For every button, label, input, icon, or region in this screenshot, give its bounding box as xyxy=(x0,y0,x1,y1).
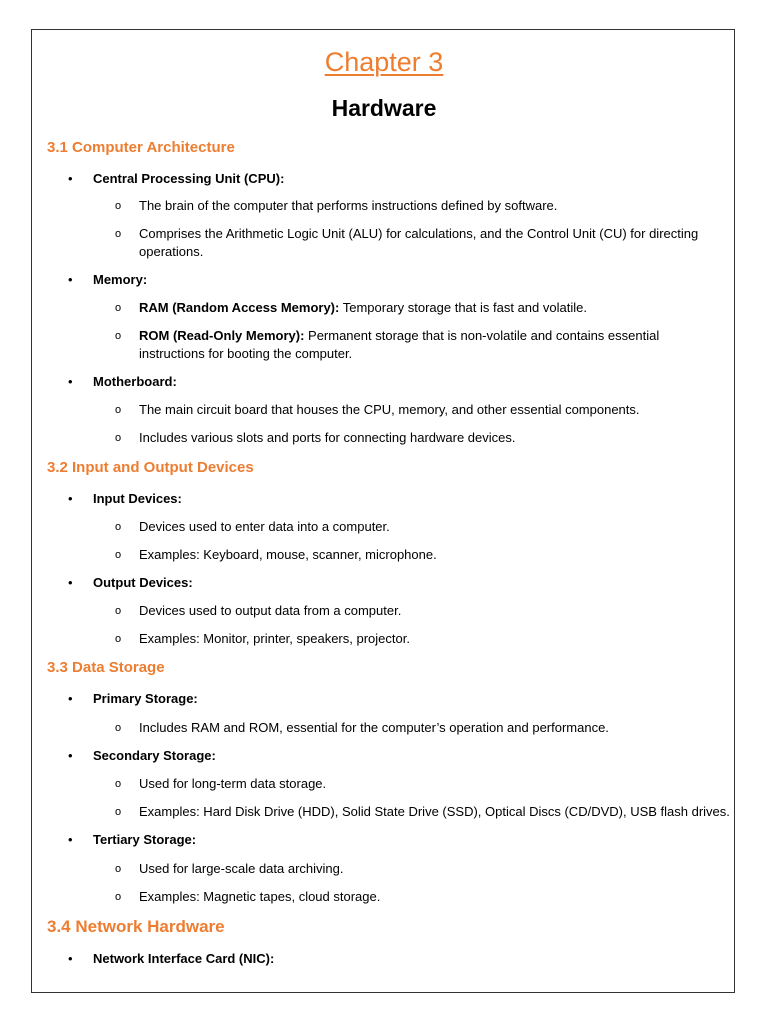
sub-item-text: Temporary storage that is fast and volatile. xyxy=(339,300,587,315)
bullet-label: Central Processing Unit (CPU): xyxy=(93,171,285,186)
bullet-memory xyxy=(68,271,147,289)
bullet-output-devices xyxy=(68,574,193,592)
sub-item-text: Examples: Hard Disk Drive (HDD), Solid State Drive (SSD), Optical Discs (CD/DVD), USB flash drives. xyxy=(139,804,730,819)
sub-item xyxy=(115,518,715,536)
sub-item xyxy=(115,775,715,793)
bullet-motherboard xyxy=(68,373,177,391)
sub-bullet-icon: o xyxy=(115,200,122,212)
sub-item xyxy=(115,602,715,620)
sub-item-text: Examples: Keyboard, mouse, scanner, microphone. xyxy=(139,547,437,562)
sub-bullet-icon: o xyxy=(115,778,122,790)
sub-bullet-icon: o xyxy=(115,549,122,561)
bullet-tertiary-storage xyxy=(68,831,196,849)
bullet-label: Network Interface Card (NIC): xyxy=(93,951,275,966)
sub-item-text: The main circuit board that houses the CPU, memory, and other essential components. xyxy=(139,402,640,417)
bullet-input-devices xyxy=(68,490,182,508)
sub-item-text: The brain of the computer that performs instructions defined by software. xyxy=(139,198,558,213)
sub-item xyxy=(115,299,715,317)
sub-item xyxy=(115,546,715,564)
sub-item xyxy=(115,327,715,363)
bullet-label: Memory: xyxy=(93,272,148,287)
sub-item xyxy=(115,225,715,261)
sub-bullet-icon: o xyxy=(115,432,122,444)
sub-item xyxy=(115,860,715,878)
bullet-label: Motherboard: xyxy=(93,374,177,389)
bullet-icon: • xyxy=(68,374,73,389)
bullet-icon: • xyxy=(68,951,73,966)
sub-bullet-icon: o xyxy=(115,302,122,314)
page-title: Hardware xyxy=(331,95,437,121)
bullet-icon: • xyxy=(68,832,73,847)
sub-item xyxy=(115,888,715,906)
sub-item xyxy=(115,630,715,648)
sub-item xyxy=(115,401,715,419)
section-heading-network-hardware: 3.4 Network Hardware xyxy=(47,917,225,936)
section-heading-data-storage: 3.3 Data Storage xyxy=(47,659,165,676)
section-heading-input-output: 3.2 Input and Output Devices xyxy=(47,459,254,476)
sub-item-text: Examples: Monitor, printer, speakers, projector. xyxy=(139,631,410,646)
bullet-icon: • xyxy=(68,575,73,590)
sub-bullet-icon: o xyxy=(115,404,122,416)
bullet-icon: • xyxy=(68,491,73,506)
sub-item-text: Permanent storage that is non-volatile and contains essential instructions for booting the computer. xyxy=(139,328,660,361)
bullet-label: Tertiary Storage: xyxy=(93,832,197,847)
bullet-secondary-storage xyxy=(68,747,216,765)
bullet-label: Primary Storage: xyxy=(93,691,198,706)
sub-bullet-icon: o xyxy=(115,633,122,645)
sub-bullet-icon: o xyxy=(115,863,122,875)
sub-item-lead: ROM (Read-Only Memory): xyxy=(139,328,305,343)
bullet-label: Secondary Storage: xyxy=(93,748,216,763)
section-heading-computer-architecture: 3.1 Computer Architecture xyxy=(47,139,235,156)
sub-item-text: Examples: Magnetic tapes, cloud storage. xyxy=(139,889,381,904)
bullet-icon: • xyxy=(68,691,73,706)
sub-item-text: Devices used to output data from a computer. xyxy=(139,603,402,618)
sub-bullet-icon: o xyxy=(115,605,122,617)
sub-bullet-icon: o xyxy=(115,521,122,533)
sub-bullet-icon: o xyxy=(115,330,122,342)
bullet-label: Output Devices: xyxy=(93,575,193,590)
bullet-icon: • xyxy=(68,748,73,763)
bullet-icon: • xyxy=(68,272,73,287)
bullet-icon: • xyxy=(68,171,73,186)
sub-item xyxy=(115,719,715,737)
sub-item-text: Includes various slots and ports for connecting hardware devices. xyxy=(139,430,516,445)
sub-item-text: Comprises the Arithmetic Logic Unit (ALU) for calculations, and the Control Unit (CU) for directing operations. xyxy=(139,226,699,259)
sub-bullet-icon: o xyxy=(115,891,122,903)
bullet-cpu xyxy=(68,170,284,188)
sub-bullet-icon: o xyxy=(115,228,122,240)
bullet-primary-storage xyxy=(68,690,198,708)
bullet-label: Input Devices: xyxy=(93,491,182,506)
sub-item-text: Devices used to enter data into a computer. xyxy=(139,519,390,534)
chapter-title: Chapter 3 xyxy=(324,47,444,77)
sub-item-text: Used for long-term data storage. xyxy=(139,776,327,791)
sub-bullet-icon: o xyxy=(115,806,122,818)
sub-item xyxy=(115,803,730,821)
bullet-nic xyxy=(68,950,274,968)
sub-item xyxy=(115,429,715,447)
sub-bullet-icon: o xyxy=(115,722,122,734)
sub-item-text: Includes RAM and ROM, essential for the computer’s operation and performance. xyxy=(139,720,609,735)
sub-item-lead: RAM (Random Access Memory): xyxy=(139,300,340,315)
sub-item xyxy=(115,197,715,215)
sub-item-text: Used for large-scale data archiving. xyxy=(139,861,344,876)
